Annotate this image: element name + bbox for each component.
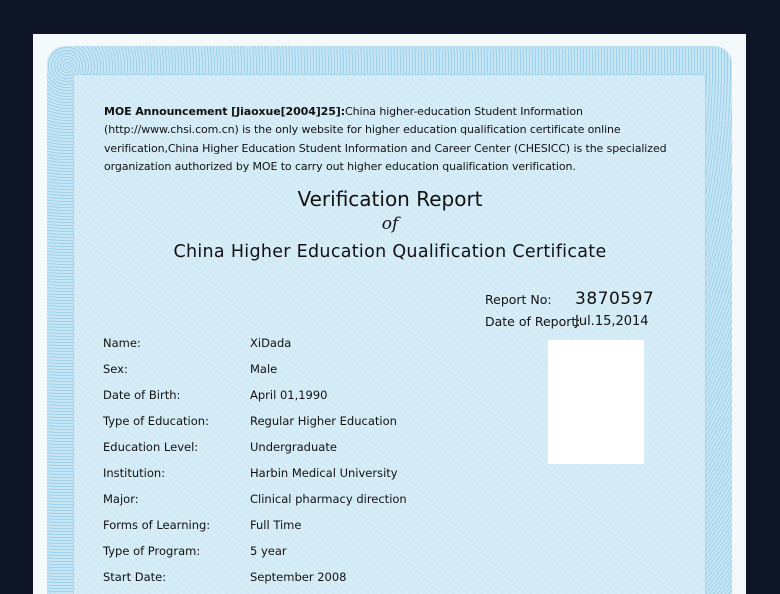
field-label: Forms of Learning:	[103, 518, 211, 532]
field-label: Sex:	[103, 362, 128, 376]
field-row	[103, 544, 287, 558]
title-line3: China Higher Education Qualification Certificate	[173, 242, 607, 262]
report-date-label: Date of Report:	[485, 314, 581, 329]
report-date: Jul.15,2014	[575, 314, 649, 329]
field-value: Clinical pharmacy direction	[250, 492, 407, 506]
announcement-text: China higher-education Student Information (http://www.chsi.com.cn) is the only website for higher education qualification certificate online verification,China Higher Education Student Information and Career Center (CHESICC) is the specialized organization authorized by MOE to carry out higher education qualification verification.	[104, 105, 667, 173]
field-label: Major:	[103, 492, 139, 506]
field-row	[103, 492, 407, 506]
title-line1: Verification Report	[297, 187, 483, 211]
field-label: Type of Program:	[103, 544, 201, 558]
field-row	[103, 388, 328, 402]
field-row	[103, 414, 397, 428]
field-value: XiDada	[250, 336, 292, 350]
announcement-heading: MOE Announcement [Jiaoxue[2004]25]:	[104, 105, 346, 118]
title-line2: of	[381, 214, 399, 234]
moe-announcement	[104, 103, 684, 176]
field-value: Male	[250, 362, 278, 376]
field-value: Undergraduate	[250, 440, 337, 454]
field-row	[103, 466, 398, 480]
field-value: Full Time	[250, 518, 302, 532]
field-label: Type of Education:	[103, 414, 209, 428]
field-row	[103, 440, 337, 454]
field-row	[103, 336, 292, 350]
field-value: April 01,1990	[250, 388, 328, 402]
photo-placeholder	[548, 340, 644, 464]
field-value: 5 year	[250, 544, 287, 558]
field-label: Date of Birth:	[103, 388, 181, 402]
field-row	[103, 570, 347, 584]
field-row	[103, 362, 278, 376]
field-row	[103, 518, 302, 532]
field-value: September 2008	[250, 570, 347, 584]
field-label: Institution:	[103, 466, 166, 480]
field-label: Start Date:	[103, 570, 167, 584]
field-value: Regular Higher Education	[250, 414, 397, 428]
field-label: Education Level:	[103, 440, 199, 454]
report-no: 3870597	[575, 289, 655, 309]
field-label: Name:	[103, 336, 141, 350]
field-value: Harbin Medical University	[250, 466, 398, 480]
report-no-label: Report No:	[485, 292, 552, 307]
